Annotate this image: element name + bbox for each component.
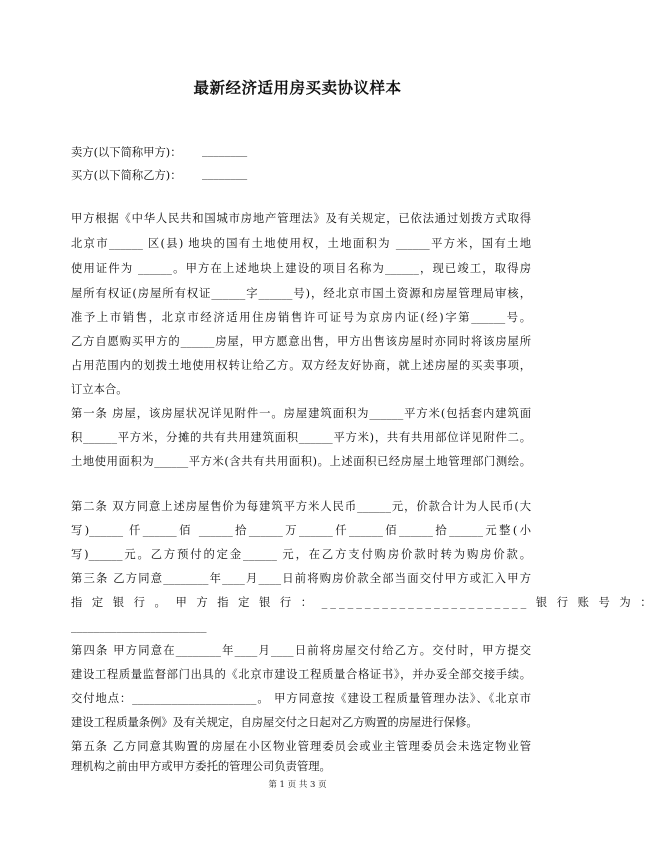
article-4-line: 交付地点：______________________。 甲方同意按《建设工程质量管理办法》、《北京市	[71, 692, 531, 705]
article-3-line: 第三条 乙方同意________年____月____日前将购房价款全部当面交付甲方或汇入甲方	[71, 572, 531, 585]
body-line: 准予上市销售，北京市经济适用住房销售许可证号为京房内证(经)字第______号。	[71, 311, 531, 324]
seller-label: 卖方(以下简称甲方)：	[71, 146, 182, 159]
article-2-line: 写)______元。乙方预付的定金______ 元，在乙方支付购房价款时转为购房价款。	[71, 548, 531, 561]
article-1-line: 土地使用面积为______平方米(含共有共用面积)。上述面积已经房屋土地管理部门测绘。	[71, 455, 531, 468]
buyer-line	[71, 167, 248, 183]
seller-line	[71, 144, 248, 160]
seller-blank: ________	[202, 144, 248, 157]
buyer-label: 买方(以下简称乙方)：	[71, 169, 182, 182]
article-4-line: 第四条 甲方同意在________年____月____日前将房屋交付给乙方。交付时，甲方提交	[71, 644, 531, 657]
document-title: 最新经济适用房买卖协议样本	[193, 79, 402, 97]
article-4-line: 建设工程质量监督部门出具的《北京市建设工程质量合格证书》，并办妥全部交接手续。	[71, 668, 531, 681]
body-line: 乙方自愿购买甲方的______房屋，甲方愿意出售，甲方出售该房屋时亦同时将该房屋所	[71, 335, 531, 348]
page-footer: 第 1 页 共 3 页	[268, 780, 327, 790]
article-2-line: 写)______ 仟______佰 ______拾______万______仟______佰______拾______元整(小	[71, 524, 531, 537]
body-line: 甲方根据《中华人民共和国城市房地产管理法》及有关规定，已依法通过划拨方式取得	[71, 212, 531, 225]
body-line: 订立本合。	[71, 383, 128, 396]
article-5-line: 第五条 乙方同意其购置的房屋在小区物业管理委员会或业主管理委员会未选定物业管	[71, 740, 531, 753]
article-5-line: 理机构之前由甲方或甲方委托的管理公司负责管理。	[71, 760, 331, 773]
body-line: 占用范围内的划拨土地使用权转让给乙方。双方经友好协商，就上述房屋的买卖事项，	[71, 359, 531, 372]
article-1-line: 积______平方米，分摊的共有共用建筑面积______平方米)，共有共用部位详见附件二。	[71, 431, 531, 444]
article-4-line: 建设工程质量条例》及有关规定，自房屋交付之日起对乙方购置的房屋进行保修。	[71, 716, 478, 729]
buyer-blank: ________	[202, 167, 248, 180]
body-line: 北京市______ 区(县) 地块的国有土地使用权，土地面积为 ______平方米，国有土地	[71, 237, 531, 250]
article-1-line: 第一条 房屋，该房屋状况详见附件一。房屋建筑面积为______平方米(包括套内建筑面	[71, 407, 531, 420]
body-line: 使用证件为 ______。甲方在上述地块上建设的项目名称为______，现已竣工，取得房	[71, 262, 531, 275]
article-3-line: ________________________	[71, 620, 207, 633]
article-2-line: 第二条 双方同意上述房屋售价为每建筑平方米人民币______元，价款合计为人民币(大	[71, 500, 531, 513]
body-line: 屋所有权证(房屋所有权证______字______号)，经北京市国土资源和房屋管理局审核，	[71, 287, 531, 300]
article-3-line: 指 定 银 行 。 甲 方 指 定 银 行 ： ________________________ 银 行 账 号 为 ：	[71, 596, 655, 609]
